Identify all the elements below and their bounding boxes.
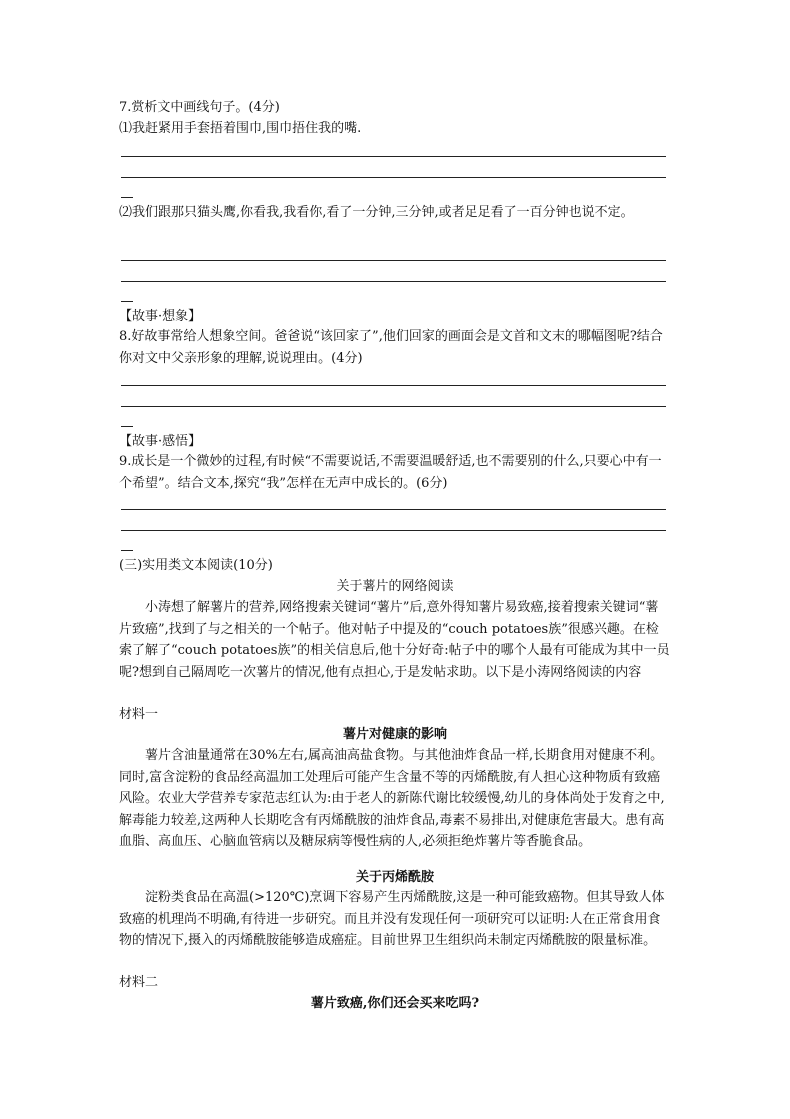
q8-text: 8.好故事常给人想象空间。爸爸说“该回家了”,他们回家的画面会是文首和文末的哪幅图呢?结合你对文中父亲形象的理解,说说理由。(4分) (119, 329, 663, 366)
q7-title: 7.赏析文中画线句子。(4分) (119, 100, 280, 115)
material2-title: 薯片致癌,你们还会买来吃吗? (310, 996, 480, 1011)
answer-line[interactable] (121, 530, 666, 531)
answer-line-stub (121, 426, 133, 427)
answer-line[interactable] (121, 156, 666, 157)
part3-heading: (三)实用类文本阅读(10分) (119, 558, 273, 573)
material2-label: 材料二 (119, 975, 159, 990)
answer-line[interactable] (121, 406, 666, 407)
material1-label: 材料一 (119, 707, 159, 722)
q9-text: 9.成长是一个微妙的过程,有时候“不需要说话,不需要温暖舒适,也不需要别的什么,只要心中有一个希望”。结合文本,探究“我”怎样在无声中成长的。(6分) (119, 454, 662, 491)
answer-line-stub (121, 550, 133, 551)
part3-intro: 小涛想了解薯片的营养,网络搜索关键词“薯片”后,意外得知薯片易致癌,接着搜索关键词“薯片致癌”,找到了与之相关的一个帖子。他对帖子中提及的“couch potatoes族”很感兴趣。在检索了解了“couch potatoes族”的相关信息后,他十分好奇:帖子中的哪个人最有可能成为其中一员呢?想到自己隔周吃一次薯片的情况,他有点担心,于是发帖求助。以下是小涛网络阅读的内容 (119, 600, 670, 680)
part3-title: 关于薯片的网络阅读 (336, 579, 454, 594)
answer-line[interactable] (121, 281, 666, 282)
section-imagine-header: 【故事·想象】 (119, 309, 202, 324)
material1-title: 薯片对健康的影响 (342, 727, 447, 742)
answer-line[interactable] (121, 177, 666, 178)
answer-line[interactable] (121, 260, 666, 261)
material1-subtitle: 关于丙烯酰胺 (355, 870, 434, 885)
answer-line[interactable] (121, 385, 666, 386)
section-insight-header: 【故事·感悟】 (119, 434, 202, 449)
answer-line[interactable] (121, 509, 666, 510)
q7-sub1: ⑴我赶紧用手套捂着围巾,围巾捂住我的嘴. (119, 121, 362, 136)
q7-sub2: ⑵我们跟那只猫头鹰,你看我,我看你,看了一分钟,三分钟,或者足足看了一百分钟也说不定。 (119, 205, 634, 220)
material1-body: 薯片含油量通常在30%左右,属高油高盐食物。与其他油炸食品一样,长期食用对健康不利。同时,富含淀粉的食品经高温加工处理后可能产生含量不等的丙烯酰胺,有人担心这种物质有致癌风险。农业大学营养专家范志红认为:由于老人的新陈代谢比较缓慢,幼儿的身体尚处于发育之中,解毒能力较差,这两种人长期吃含有丙烯酰胺的油炸食品,毒素不易排出,对健康危害最大。患有高血脂、高血压、心脑血管病以及糖尿病等慢性病的人,必须拒绝炸薯片等香脆食品。 (119, 748, 665, 850)
answer-line-stub (121, 197, 133, 198)
answer-line-stub (121, 301, 133, 302)
material1-subbody: 淀粉类食品在高温(>120℃)烹调下容易产生丙烯酰胺,这是一种可能致癌物。但其导致人体致癌的机理尚不明确,有待进一步研究。而且并没有发现任何一项研究可以证明:人在正常食用食物的情况下,摄入的丙烯酰胺能够造成癌症。目前世界卫生组织尚未制定丙烯酰胺的限量标准。 (119, 890, 665, 949)
